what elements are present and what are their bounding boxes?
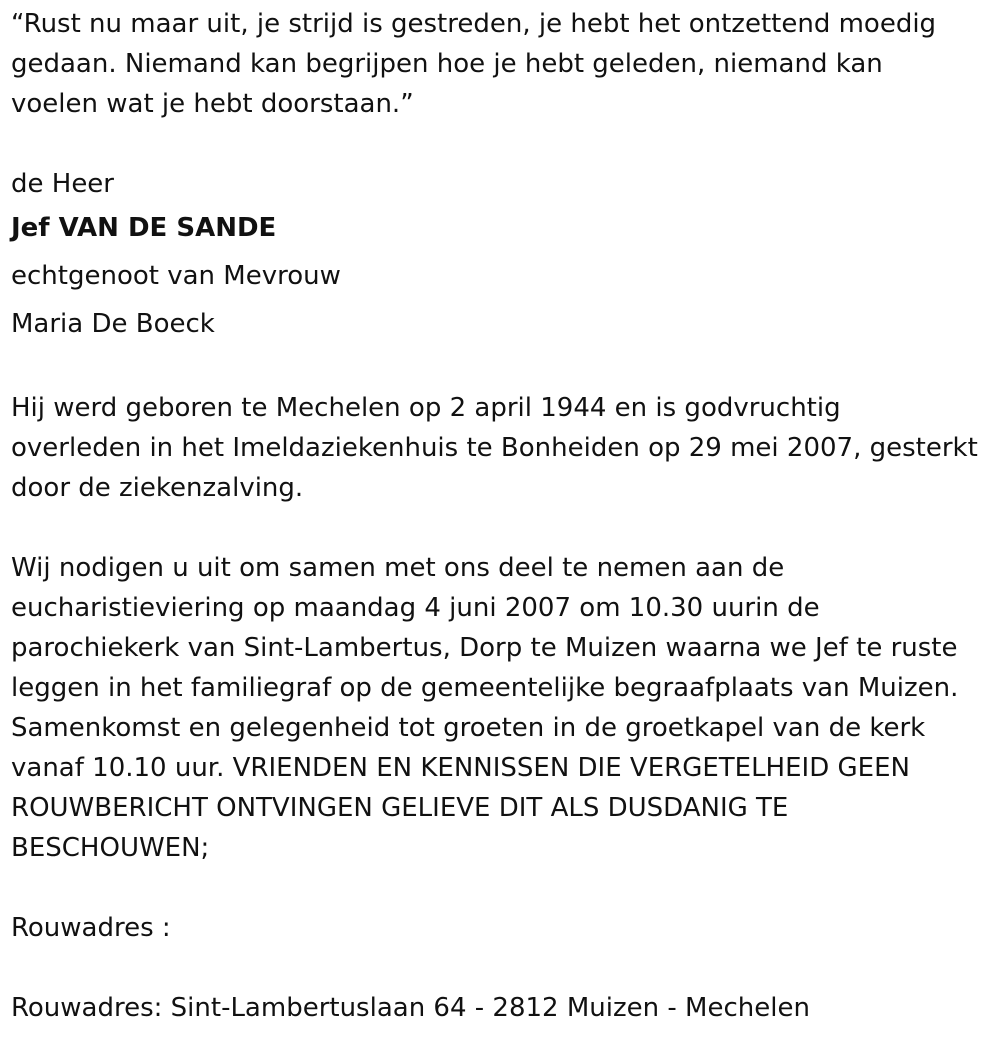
quote-line: gedaan. Niemand kan begrijpen hoe je hebt geleden, niemand kan <box>11 49 883 79</box>
paragraph-line: BESCHOUWEN; <box>11 833 210 863</box>
paragraph-line: overleden in het Imeldaziekenhuis te Bonheiden op 29 mei 2007, gesterkt <box>11 433 978 463</box>
quote-line: “Rust nu maar uit, je strijd is gestreden, je hebt het ontzettend moedig <box>11 9 937 39</box>
invitation-paragraph <box>11 548 1000 868</box>
paragraph-line: vanaf 10.10 uur. VRIENDEN EN KENNISSEN DIE VERGETELHEID GEEN <box>11 753 910 783</box>
spacer <box>11 508 1000 548</box>
spacer <box>11 348 1000 388</box>
paragraph-line: Wij nodigen u uit om samen met ons deel te nemen aan de <box>11 553 785 583</box>
honorific: de Heer <box>11 169 114 199</box>
paragraph-line: parochiekerk van Sint-Lambertus, Dorp te Muizen waarna we Jef te ruste <box>11 633 958 663</box>
spouse-line: echtgenoot van Mevrouw <box>11 261 341 291</box>
address-full: Rouwadres: Sint-Lambertuslaan 64 - 2812 Muizen - Mechelen <box>11 993 810 1023</box>
paragraph-line: ROUWBERICHT ONTVINGEN GELIEVE DIT ALS DUSDANIG TE <box>11 793 789 823</box>
quote-paragraph <box>11 4 1000 124</box>
spacer <box>11 948 1000 988</box>
quote-line: voelen wat je hebt doorstaan.” <box>11 89 414 119</box>
paragraph-line: eucharistieviering op maandag 4 juni 2007 om 10.30 uurin de <box>11 593 820 623</box>
spacer <box>11 124 1000 164</box>
address-label: Rouwadres : <box>11 913 171 943</box>
spacer <box>11 868 1000 908</box>
spouse-name: Maria De Boeck <box>11 309 215 339</box>
paragraph-line: Hij werd geboren te Mechelen op 2 april 1944 en is godvruchtig <box>11 393 841 423</box>
paragraph-line: Samenkomst en gelegenheid tot groeten in de groetkapel van de kerk <box>11 713 926 743</box>
paragraph-line: door de ziekenzalving. <box>11 473 304 503</box>
birth-death-paragraph <box>11 388 1000 508</box>
paragraph-line: leggen in het familiegraf op de gemeentelijke begraafplaats van Muizen. <box>11 673 959 703</box>
deceased-name: Jef VAN DE SANDE <box>11 213 277 243</box>
